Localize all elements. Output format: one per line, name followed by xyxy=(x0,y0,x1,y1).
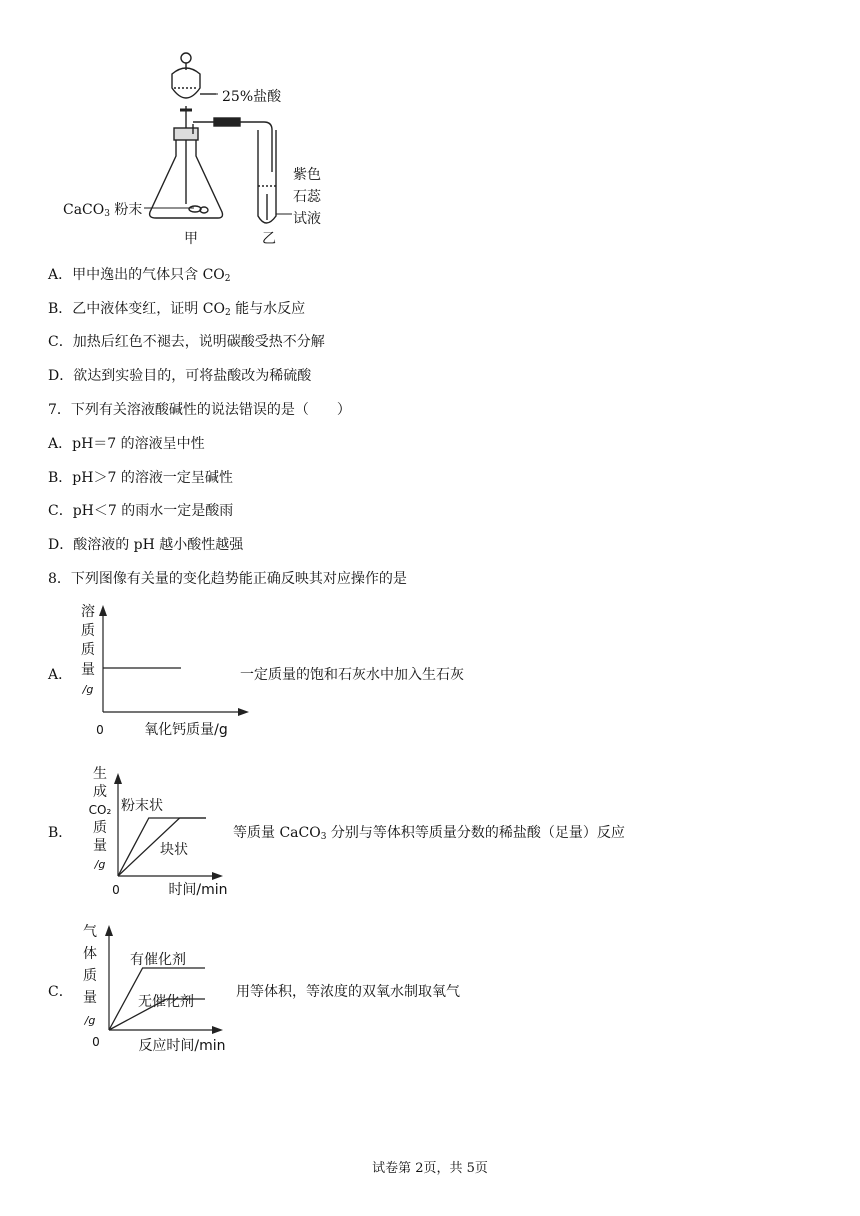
q7-option-b: B．pH＞7 的溶液一定呈碱性 xyxy=(48,470,233,486)
x-axis-label: 反应时间/min xyxy=(138,1038,226,1054)
reagent-label: 紫色 石蕊 试液 xyxy=(293,167,321,227)
y-axis-arrow xyxy=(114,773,122,784)
acid-label: 25%盐酸 xyxy=(222,89,282,105)
q8-option-b-description: 等质量 CaCO$_3$ 分别与等体积等质量分数的稀盐酸（足量）反应 xyxy=(233,825,625,842)
q8-chart-a xyxy=(76,600,256,742)
origin-label: 0 xyxy=(96,723,104,737)
y-label-line: 质 xyxy=(81,623,95,639)
y-axis-arrow xyxy=(99,605,107,616)
solid-label: CaCO$_3$ 粉末 xyxy=(63,202,143,219)
y-label-line: CO₂ xyxy=(88,803,112,817)
q7-option-d: D．酸溶液的 pH 越小酸性越强 xyxy=(48,537,244,553)
flask-label: 甲 xyxy=(184,231,198,247)
q7-option-c: C．pH＜7 的雨水一定是酸雨 xyxy=(48,503,234,519)
y-label-line: 成 xyxy=(93,784,107,800)
y-label-line: 量 xyxy=(93,838,107,854)
y-label-line: 量 xyxy=(83,990,97,1006)
series-label-powder: 粉末状 xyxy=(121,798,163,814)
x-axis-arrow xyxy=(212,1026,223,1034)
q8-option-c-description: 用等体积，等浓度的双氧水制取氧气 xyxy=(236,984,460,1000)
x-axis-label: 氧化钙质量/g xyxy=(144,722,228,738)
y-label-line: 体 xyxy=(83,946,97,962)
y-label-line: 生 xyxy=(93,766,107,782)
q8-option-c-letter: C． xyxy=(48,984,73,1000)
q8-option-a-description: 一定质量的饱和石灰水中加入生石灰 xyxy=(240,667,464,683)
x-axis-arrow xyxy=(212,872,223,880)
conical-flask xyxy=(150,118,272,218)
y-label-line: 质 xyxy=(81,642,95,658)
y-label-line: /g xyxy=(94,858,106,871)
x-axis-label: 时间/min xyxy=(168,882,228,898)
q7-option-a: A．pH＝7 的溶液呈中性 xyxy=(48,436,205,452)
y-label-line: /g xyxy=(82,683,94,696)
y-label-line: 质 xyxy=(93,820,107,836)
q6-option-b: B．乙中液体变红，证明 $CO_2$ 能与水反应 xyxy=(48,301,306,318)
q8-option-b-letter: B． xyxy=(48,825,73,841)
origin-label: 0 xyxy=(112,883,120,897)
y-label-line: /g xyxy=(84,1014,96,1027)
tube-label: 乙 xyxy=(262,231,276,247)
series-label-lump: 块状 xyxy=(160,842,188,858)
series-label-no-catalyst: 无催化剂 xyxy=(138,994,194,1010)
q8-stem: 8．下列图像有关量的变化趋势能正确反映其对应操作的是 xyxy=(48,571,407,587)
y-label-line: 质 xyxy=(83,968,97,984)
q8-chart-b xyxy=(80,762,232,900)
q8-option-a-letter: A． xyxy=(48,667,73,683)
y-axis-arrow xyxy=(105,925,113,936)
y-label-line: 溶 xyxy=(81,604,95,620)
q6-option-c: C．加热后红色不褪去，说明碳酸受热不分解 xyxy=(48,334,325,350)
q6-option-a: A．甲中逸出的气体只含 $CO_2$ xyxy=(48,267,231,284)
y-label-line: 气 xyxy=(83,924,97,940)
q8-chart-c xyxy=(76,920,240,1058)
test-tube xyxy=(258,130,276,223)
x-axis-arrow xyxy=(238,708,249,716)
q6-option-d: D．欲达到实验目的，可将盐酸改为稀硫酸 xyxy=(48,368,312,384)
y-label-line: 量 xyxy=(81,662,95,678)
series-label-catalyst: 有催化剂 xyxy=(130,952,186,968)
origin-label: 0 xyxy=(92,1035,100,1049)
q7-stem: 7．下列有关溶液酸碱性的说法错误的是（ ） xyxy=(48,402,351,418)
page-footer: 试卷第 2页，共 5页 xyxy=(372,1161,488,1176)
